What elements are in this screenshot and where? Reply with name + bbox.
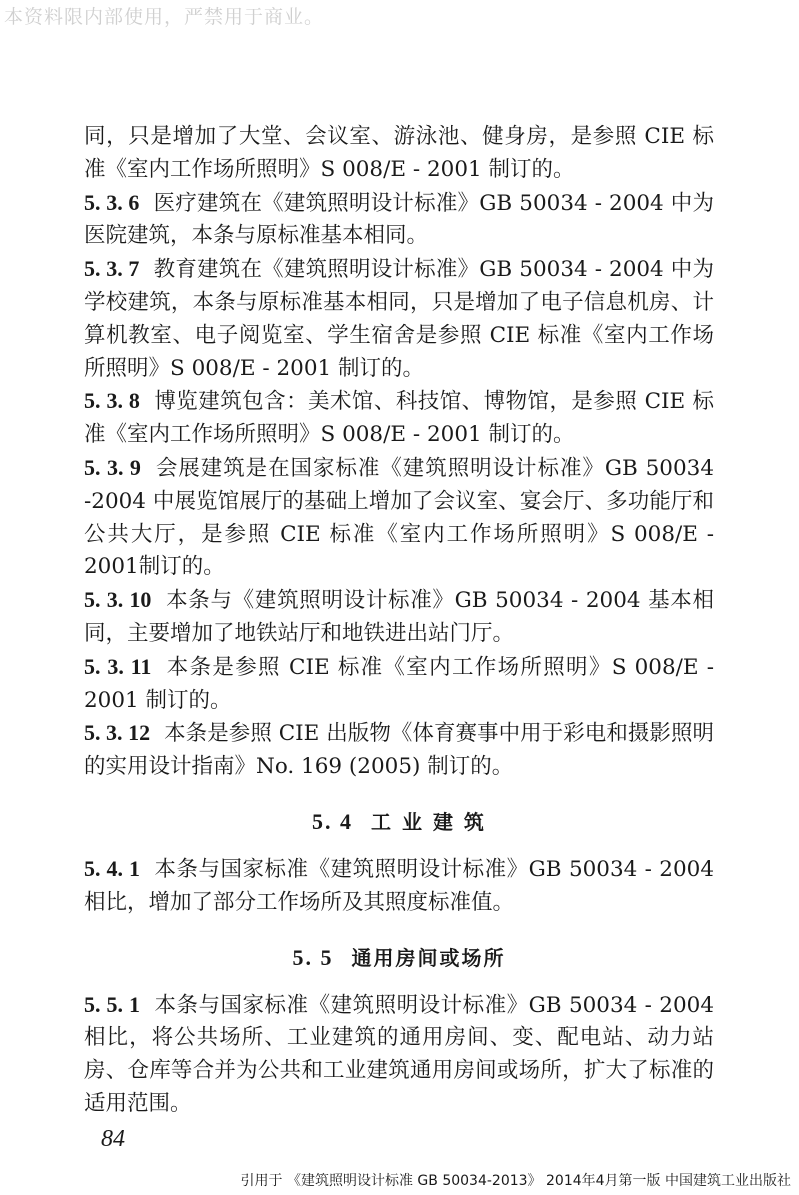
clause-5-4-1 (84, 853, 714, 920)
paragraph-text: 同，只是增加了大堂、会议室、游泳池、健身房，是参照 CIE 标准《室内工作场所照明》S 008/E - 2001 制订的。 (84, 124, 714, 182)
clause-text: 本条与国家标准《建筑照明设计标准》GB 50034 - 2004 相比，将公共场所、工业建筑的通用房间、变、配电站、动力站房、仓库等合并为公共和工业建筑通用房间或场所，扩大了标准的适用范围。 (84, 992, 714, 1116)
clause-number: 5. 3. 8 (84, 388, 140, 414)
clause-text: 博览建筑包含：美术馆、科技馆、博物馆，是参照 CIE 标准《室内工作场所照明》S 008/E - 2001 制订的。 (84, 389, 714, 448)
clause-5-3-9 (84, 452, 714, 584)
clause-text: 本条是参照 CIE 标准《室内工作场所照明》S 008/E - 2001 制订的。 (84, 654, 714, 713)
watermark-text: 本资料限内部使用，严禁用于商业。 (4, 6, 325, 28)
clause-5-3-8 (84, 385, 714, 452)
section-number: 5. 5 (292, 944, 334, 970)
section-title: 通用房间或场所 (351, 945, 506, 970)
section-title: 工 业 建 筑 (371, 809, 486, 834)
section-heading-5-5 (84, 942, 714, 971)
clause-5-3-12 (84, 717, 714, 784)
clause-number: 5. 3. 10 (84, 587, 152, 613)
clause-number: 5. 3. 9 (84, 454, 141, 480)
clause-number: 5. 5. 1 (84, 991, 141, 1017)
clause-number: 5. 4. 1 (84, 855, 141, 881)
clause-text: 教育建筑在《建筑照明设计标准》GB 50034 - 2004 中为学校建筑，本条与原标准基本相同，只是增加了电子信息机房、计算机教室、电子阅览室、学生宿舍是参照 CIE 标准《室内工作场所照明》S 008/E - 2001 制订的。 (84, 257, 714, 381)
clause-5-3-10 (84, 584, 714, 651)
clause-text: 本条与国家标准《建筑照明设计标准》GB 50034 - 2004 相比，增加了部分工作场所及其照度标准值。 (84, 856, 714, 915)
clause-5-5-1 (84, 989, 714, 1121)
clause-number: 5. 3. 6 (84, 189, 140, 215)
clause-text: 本条是参照 CIE 出版物《体育赛事中用于彩电和摄影照明的实用设计指南》No. 169 (2005) 制订的。 (84, 721, 715, 780)
clause-number: 5. 3. 12 (84, 720, 151, 746)
clause-text: 医疗建筑在《建筑照明设计标准》GB 50034 - 2004 中为医院建筑，本条与原标准基本相同。 (84, 190, 714, 249)
source-footer: 引用于 《建筑照明设计标准 GB 50034-2013》 2014年4月第一版 中国建筑工业出版社 (240, 1173, 791, 1189)
clause-number: 5. 3. 11 (84, 653, 152, 679)
clause-5-3-11 (84, 651, 714, 718)
clause-5-3-6 (84, 187, 714, 254)
page-body (84, 121, 714, 1121)
clause-text: 会展建筑是在国家标准《建筑照明设计标准》GB 50034 -2004 中展览馆展厅的基础上增加了会议室、宴会厅、多功能厅和公共大厅，是参照 CIE 标准《室内工作场所照明》S 008/E - 2001制订的。 (84, 455, 714, 580)
section-heading-5-4 (84, 806, 714, 835)
clause-text: 本条与《建筑照明设计标准》GB 50034 - 2004 基本相同，主要增加了地铁站厅和地铁进出站门厅。 (84, 588, 714, 646)
paragraph-continuation (84, 121, 714, 187)
page-number: 84 (101, 1126, 125, 1152)
section-number: 5. 4 (312, 808, 354, 834)
clause-5-3-7 (84, 253, 714, 385)
clause-number: 5. 3. 7 (84, 256, 140, 282)
